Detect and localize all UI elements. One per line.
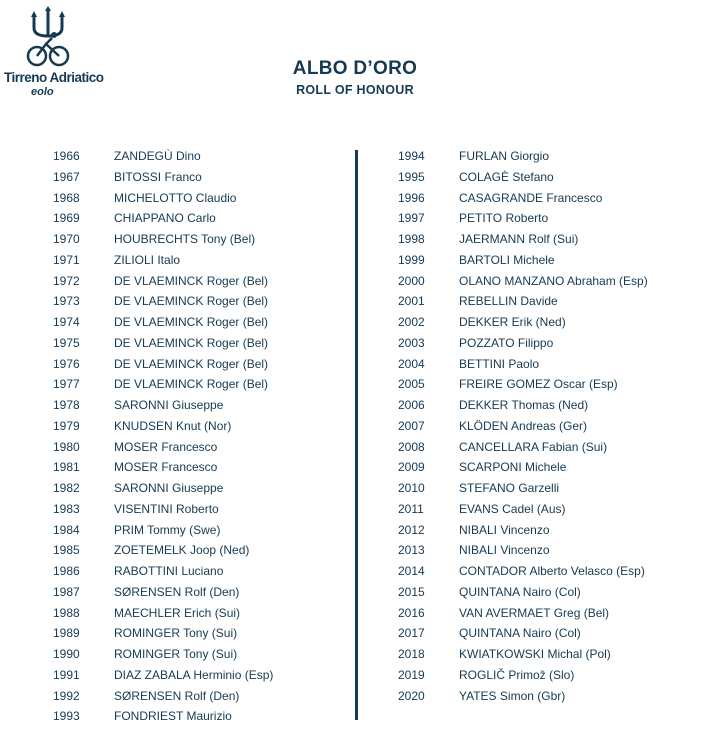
winner-name: VAN AVERMAET Greg (Bel) — [459, 605, 610, 620]
winner-year: 2004 — [398, 356, 425, 371]
winner-row — [53, 582, 273, 603]
sponsor-wordmark: eolo — [31, 86, 54, 98]
logo-wordmark: Tirreno Adriatico — [4, 70, 104, 85]
winner-row — [398, 665, 648, 686]
winner-name: NIBALI Vincenzo — [459, 543, 550, 558]
winner-name: SARONNI Giuseppe — [114, 481, 224, 495]
winner-name: BARTOLI Michele — [459, 252, 555, 267]
winner-year: 1976 — [53, 356, 80, 371]
winner-row — [53, 665, 273, 686]
tirreno-adriatico-logo — [4, 6, 104, 102]
winner-row — [53, 188, 273, 209]
winner-row — [398, 354, 648, 375]
winner-name: HOUBRECHTS Tony (Bel) — [114, 232, 256, 246]
winner-name: CANCELLARA Fabian (Sui) — [459, 439, 608, 454]
winner-name: FONDRIEST Maurizio — [114, 709, 232, 724]
winner-year: 2003 — [398, 335, 425, 350]
winner-row — [398, 644, 648, 665]
winner-name: VISENTINI Roberto — [114, 501, 219, 516]
winner-row — [53, 457, 273, 478]
winner-row — [53, 146, 273, 167]
winner-row — [53, 437, 273, 458]
winner-year: 2001 — [398, 294, 425, 309]
winner-row — [53, 478, 273, 499]
winner-year: 1990 — [53, 647, 80, 661]
winner-year: 1982 — [53, 481, 80, 495]
winner-year: 1974 — [53, 315, 80, 329]
winner-row — [398, 437, 648, 458]
winner-year: 2014 — [398, 564, 425, 578]
winner-row — [398, 561, 648, 582]
winner-year: 1973 — [53, 294, 80, 309]
winner-name: DE VLAEMINCK Roger (Bel) — [114, 377, 269, 392]
winner-year: 2006 — [398, 398, 425, 412]
winner-year: 2009 — [398, 460, 425, 475]
winner-year: 1998 — [398, 232, 425, 246]
winner-year: 1994 — [398, 149, 425, 163]
winner-year: 2018 — [398, 647, 425, 661]
winner-name: DE VLAEMINCK Roger (Bel) — [114, 273, 269, 288]
winner-row — [398, 457, 648, 478]
winner-name: KWIATKOWSKI Michal (Pol) — [459, 647, 611, 661]
winner-name: EVANS Cadel (Aus) — [459, 501, 566, 516]
winner-row — [53, 167, 273, 188]
winner-year: 1967 — [53, 169, 80, 184]
winner-name: SØRENSEN Rolf (Den) — [114, 584, 240, 599]
winner-name: CONTADOR Alberto Velasco (Esp) — [459, 564, 645, 578]
winners-list-left — [53, 146, 273, 727]
winner-row — [398, 603, 648, 624]
winner-row — [398, 540, 648, 561]
winner-name: POZZATO Filippo — [459, 335, 554, 350]
winner-year: 1966 — [53, 149, 80, 163]
winner-name: DIAZ ZABALA Herminio (Esp) — [114, 667, 274, 682]
winner-name: ZANDEGÙ Dino — [114, 149, 201, 163]
winner-name: SØRENSEN Rolf (Den) — [114, 688, 240, 703]
winner-row — [398, 478, 648, 499]
winner-year: 1979 — [53, 418, 80, 433]
winner-name: MAECHLER Erich (Sui) — [114, 605, 241, 620]
winner-row — [53, 520, 273, 541]
winner-name: DEKKER Thomas (Ned) — [459, 398, 589, 412]
winner-year: 1977 — [53, 377, 80, 392]
winner-name: MOSER Francesco — [114, 460, 218, 475]
winner-row — [53, 706, 273, 727]
winner-row — [398, 333, 648, 354]
winner-row — [398, 291, 648, 312]
winner-name: QUINTANA Nairo (Col) — [459, 626, 581, 641]
winner-row — [53, 250, 273, 271]
winner-name: YATES Simon (Gbr) — [459, 688, 566, 703]
winner-year: 2020 — [398, 688, 425, 703]
winner-row — [53, 354, 273, 375]
winner-row — [53, 686, 273, 707]
winner-row — [53, 499, 273, 520]
winner-year: 1978 — [53, 398, 80, 412]
winner-year: 1969 — [53, 211, 80, 226]
winner-year: 2012 — [398, 522, 425, 537]
winner-row — [53, 374, 273, 395]
winner-name: FURLAN Giorgio — [459, 149, 550, 163]
winner-year: 1987 — [53, 584, 80, 599]
winner-name: PRIM Tommy (Swe) — [114, 522, 221, 537]
winner-year: 2017 — [398, 626, 425, 641]
winner-row — [398, 582, 648, 603]
winner-name: BETTINI Paolo — [459, 356, 540, 371]
winner-year: 2013 — [398, 543, 425, 558]
winner-year: 2019 — [398, 667, 425, 682]
page-title: ALBO D’ORO — [292, 58, 418, 79]
winner-row — [53, 208, 273, 229]
winner-row — [53, 312, 273, 333]
winner-name: ZOETEMELK Joop (Ned) — [114, 543, 250, 558]
winner-year: 1985 — [53, 543, 80, 558]
winner-row — [398, 623, 648, 644]
winner-name: STEFANO Garzelli — [459, 481, 560, 495]
winner-row — [398, 229, 648, 250]
page-subtitle: ROLL OF HONOUR — [296, 83, 414, 97]
winner-row — [53, 271, 273, 292]
winner-year: 1989 — [53, 626, 80, 641]
winner-year: 1971 — [53, 252, 80, 267]
winner-row — [53, 561, 273, 582]
winner-name: MICHELOTTO Claudio — [114, 190, 237, 205]
winner-row — [398, 312, 648, 333]
winner-year: 1975 — [53, 335, 80, 350]
column-divider — [355, 150, 358, 720]
winner-row — [398, 686, 648, 707]
winner-name: RABOTTINI Luciano — [114, 564, 224, 578]
winner-row — [53, 603, 273, 624]
winner-row — [398, 146, 648, 167]
winner-row — [398, 208, 648, 229]
winner-year: 2016 — [398, 605, 425, 620]
winner-year: 1972 — [53, 273, 80, 288]
winner-year: 2008 — [398, 439, 425, 454]
winner-name: CHIAPPANO Carlo — [114, 211, 216, 226]
winner-year: 1997 — [398, 211, 425, 226]
winner-year: 1980 — [53, 439, 80, 454]
winner-name: FREIRE GOMEZ Oscar (Esp) — [459, 377, 618, 392]
winner-name: NIBALI Vincenzo — [459, 522, 550, 537]
winner-name: DE VLAEMINCK Roger (Bel) — [114, 335, 269, 350]
winner-year: 1981 — [53, 460, 80, 475]
winner-row — [53, 291, 273, 312]
winner-year: 2005 — [398, 377, 425, 392]
winner-row — [398, 499, 648, 520]
winner-year: 2002 — [398, 315, 425, 329]
winner-name: ZILIOLI Italo — [114, 252, 181, 267]
winner-year: 1968 — [53, 190, 80, 205]
winner-name: ROMINGER Tony (Sui) — [114, 647, 238, 661]
trident-cyclist-icon — [22, 6, 74, 70]
winner-name: BITOSSI Franco — [114, 169, 202, 184]
winner-name: DE VLAEMINCK Roger (Bel) — [114, 315, 269, 329]
winner-year: 2010 — [398, 481, 425, 495]
winner-name: DE VLAEMINCK Roger (Bel) — [114, 294, 269, 309]
winner-year: 1984 — [53, 522, 80, 537]
winner-year: 1970 — [53, 232, 80, 246]
winner-year: 1986 — [53, 564, 80, 578]
winner-row — [53, 644, 273, 665]
winner-row — [53, 416, 273, 437]
winner-name: MOSER Francesco — [114, 439, 218, 454]
winner-year: 2011 — [398, 501, 424, 516]
winner-name: JAERMANN Rolf (Sui) — [459, 232, 579, 246]
winner-row — [398, 416, 648, 437]
winner-year: 2000 — [398, 273, 425, 288]
winner-name: SARONNI Giuseppe — [114, 398, 224, 412]
winner-year: 1991 — [53, 667, 80, 682]
winner-name: PETITO Roberto — [459, 211, 549, 226]
winner-row — [53, 333, 273, 354]
winner-name: DE VLAEMINCK Roger (Bel) — [114, 356, 269, 371]
winner-year: 1993 — [53, 709, 80, 724]
winner-row — [53, 395, 273, 416]
winner-name: ROMINGER Tony (Sui) — [114, 626, 238, 641]
winner-row — [398, 250, 648, 271]
winner-year: 1983 — [53, 501, 80, 516]
winner-name: OLANO MANZANO Abraham (Esp) — [459, 273, 648, 288]
winner-name: COLAGÈ Stefano — [459, 169, 554, 184]
winner-row — [53, 623, 273, 644]
winner-name: ROGLIČ Primož (Slo) — [459, 667, 575, 682]
winner-row — [53, 540, 273, 561]
winner-row — [398, 271, 648, 292]
winner-year: 2015 — [398, 584, 425, 599]
winner-name: CASAGRANDE Francesco — [459, 190, 603, 205]
winner-row — [398, 374, 648, 395]
winner-year: 1996 — [398, 190, 425, 205]
winner-row — [53, 229, 273, 250]
winner-year: 1992 — [53, 688, 80, 703]
winner-year: 2007 — [398, 418, 425, 433]
winners-list-right — [398, 146, 648, 706]
winner-year: 1995 — [398, 169, 425, 184]
winner-row — [398, 520, 648, 541]
winner-name: QUINTANA Nairo (Col) — [459, 584, 581, 599]
winner-name: DEKKER Erik (Ned) — [459, 315, 566, 329]
winner-name: KNUDSEN Knut (Nor) — [114, 418, 232, 433]
winner-name: SCARPONI Michele — [459, 460, 567, 475]
winner-year: 1999 — [398, 252, 425, 267]
winner-row — [398, 167, 648, 188]
winner-name: REBELLIN Davide — [459, 294, 558, 309]
winner-year: 1988 — [53, 605, 80, 620]
winner-name: KLÖDEN Andreas (Ger) — [459, 418, 588, 433]
winner-row — [398, 395, 648, 416]
winner-row — [398, 188, 648, 209]
